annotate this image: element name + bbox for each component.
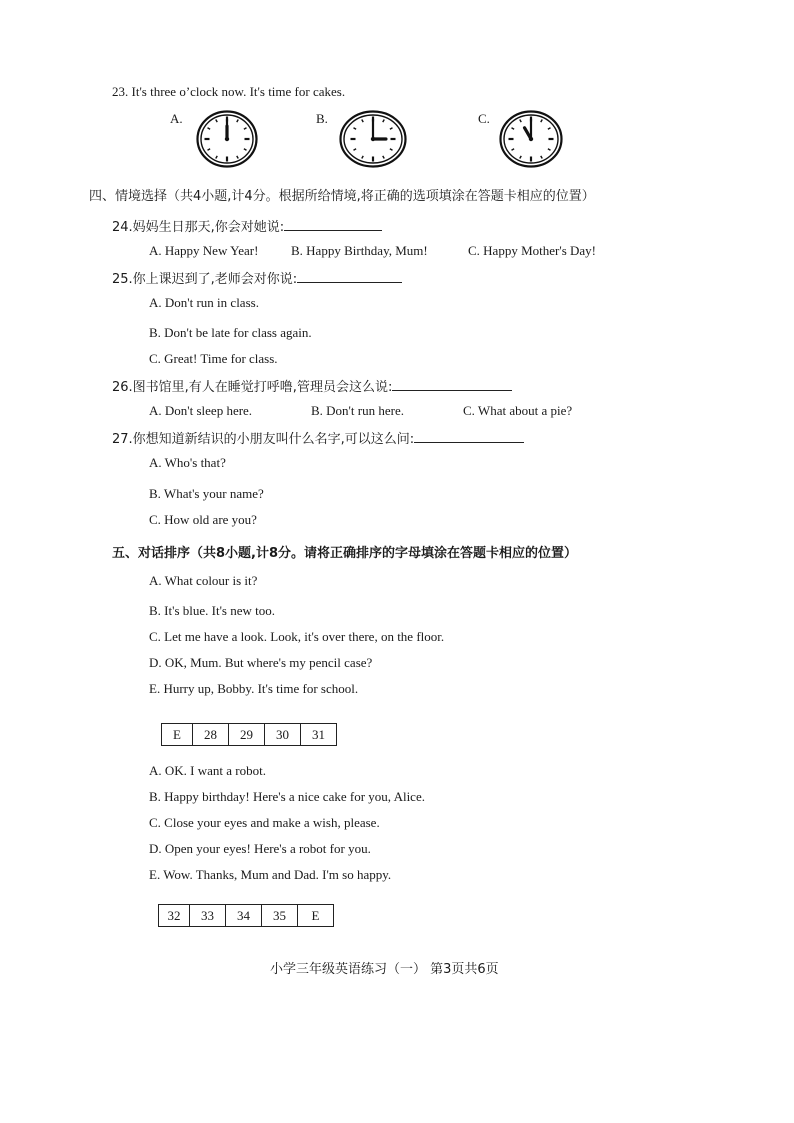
q27-answer-blank xyxy=(414,429,524,443)
page-footer: 小学三年级英语练习（一） 第3页共6页 xyxy=(270,962,499,977)
clock-center xyxy=(529,137,533,141)
clock-icon-option-b xyxy=(339,110,407,168)
q24-stem xyxy=(112,217,382,236)
q26-option-b: B. Don't run here. xyxy=(311,403,404,418)
dialog1-line-a: A. What colour is it? xyxy=(149,573,258,588)
dialog2-order-boxes xyxy=(158,904,334,927)
q27-option-c: C. How old are you? xyxy=(149,512,257,527)
order-box: 30 xyxy=(265,724,301,746)
dialog2-line-b: B. Happy birthday! Here's a nice cake for you, Alice. xyxy=(149,789,425,804)
q24-option-b: B. Happy Birthday, Mum! xyxy=(291,243,428,258)
q25-answer-blank xyxy=(297,269,402,283)
dialog2-line-d: D. Open your eyes! Here's a robot for you. xyxy=(149,841,371,856)
order-box: 29 xyxy=(229,724,265,746)
q26-option-c: C. What about a pie? xyxy=(463,403,573,418)
q27-option-b: B. What's your name? xyxy=(149,486,264,501)
clock-icon-option-a xyxy=(196,110,258,168)
dialog2-line-e: E. Wow. Thanks, Mum and Dad. I'm so happy. xyxy=(149,867,392,882)
clock-icon-option-c xyxy=(499,110,563,168)
order-box: E xyxy=(298,905,334,927)
clock-center xyxy=(225,137,229,141)
dialog1-line-e: E. Hurry up, Bobby. It's time for school. xyxy=(149,681,359,696)
order-box: E xyxy=(162,724,193,746)
q23-option-a-label: A. xyxy=(170,111,183,126)
q26-answer-blank xyxy=(392,377,512,391)
q25-stem xyxy=(112,269,402,288)
q25-option-a: A. Don't run in class. xyxy=(149,295,259,310)
q23-question: 23. It's three o’clock now. It's time for cakes. xyxy=(112,84,346,99)
order-box: 28 xyxy=(193,724,229,746)
dialog2-line-c: C. Close your eyes and make a wish, please. xyxy=(149,815,380,830)
dialog1-order-boxes xyxy=(161,723,337,746)
q24-option-a: A. Happy New Year! xyxy=(149,243,259,258)
section4-heading: 四、情境选择（共4小题,计4分。根据所给情境,将正确的选项填涂在答题卡相应的位置） xyxy=(89,189,595,204)
q26-stem xyxy=(112,377,512,396)
order-box: 35 xyxy=(262,905,298,927)
order-box: 32 xyxy=(159,905,190,927)
clock-center xyxy=(371,137,375,141)
q24-stem-text: 24.妈妈生日那天,你会对她说: xyxy=(112,220,285,235)
q26-stem-text: 26.图书馆里,有人在睡觉打呼噜,管理员会这么说: xyxy=(112,380,393,395)
dialog1-line-b: B. It's blue. It's new too. xyxy=(149,603,276,618)
order-box: 31 xyxy=(301,724,337,746)
q24-option-c: C. Happy Mother's Day! xyxy=(468,243,596,258)
dialog1-line-c: C. Let me have a look. Look, it's over there, on the floor. xyxy=(149,629,445,644)
q23-option-b-label: B. xyxy=(316,111,328,126)
q27-stem xyxy=(112,429,524,448)
order-box: 34 xyxy=(226,905,262,927)
dialog2-line-a: A. OK. I want a robot. xyxy=(149,763,266,778)
q27-option-a: A. Who's that? xyxy=(149,455,226,470)
q24-answer-blank xyxy=(284,217,382,231)
q25-stem-text: 25.你上课迟到了,老师会对你说: xyxy=(112,272,298,287)
section5-heading: 五、对话排序（共8小题,计8分。请将正确排序的字母填涂在答题卡相应的位置） xyxy=(112,546,578,561)
q26-option-a: A. Don't sleep here. xyxy=(149,403,253,418)
q25-option-c: C. Great! Time for class. xyxy=(149,351,278,366)
q25-option-b: B. Don't be late for class again. xyxy=(149,325,312,340)
order-box: 33 xyxy=(190,905,226,927)
q23-option-c-label: C. xyxy=(478,111,490,126)
q27-stem-text: 27.你想知道新结识的小朋友叫什么名字,可以这么问: xyxy=(112,432,415,447)
dialog1-line-d: D. OK, Mum. But where's my pencil case? xyxy=(149,655,373,670)
